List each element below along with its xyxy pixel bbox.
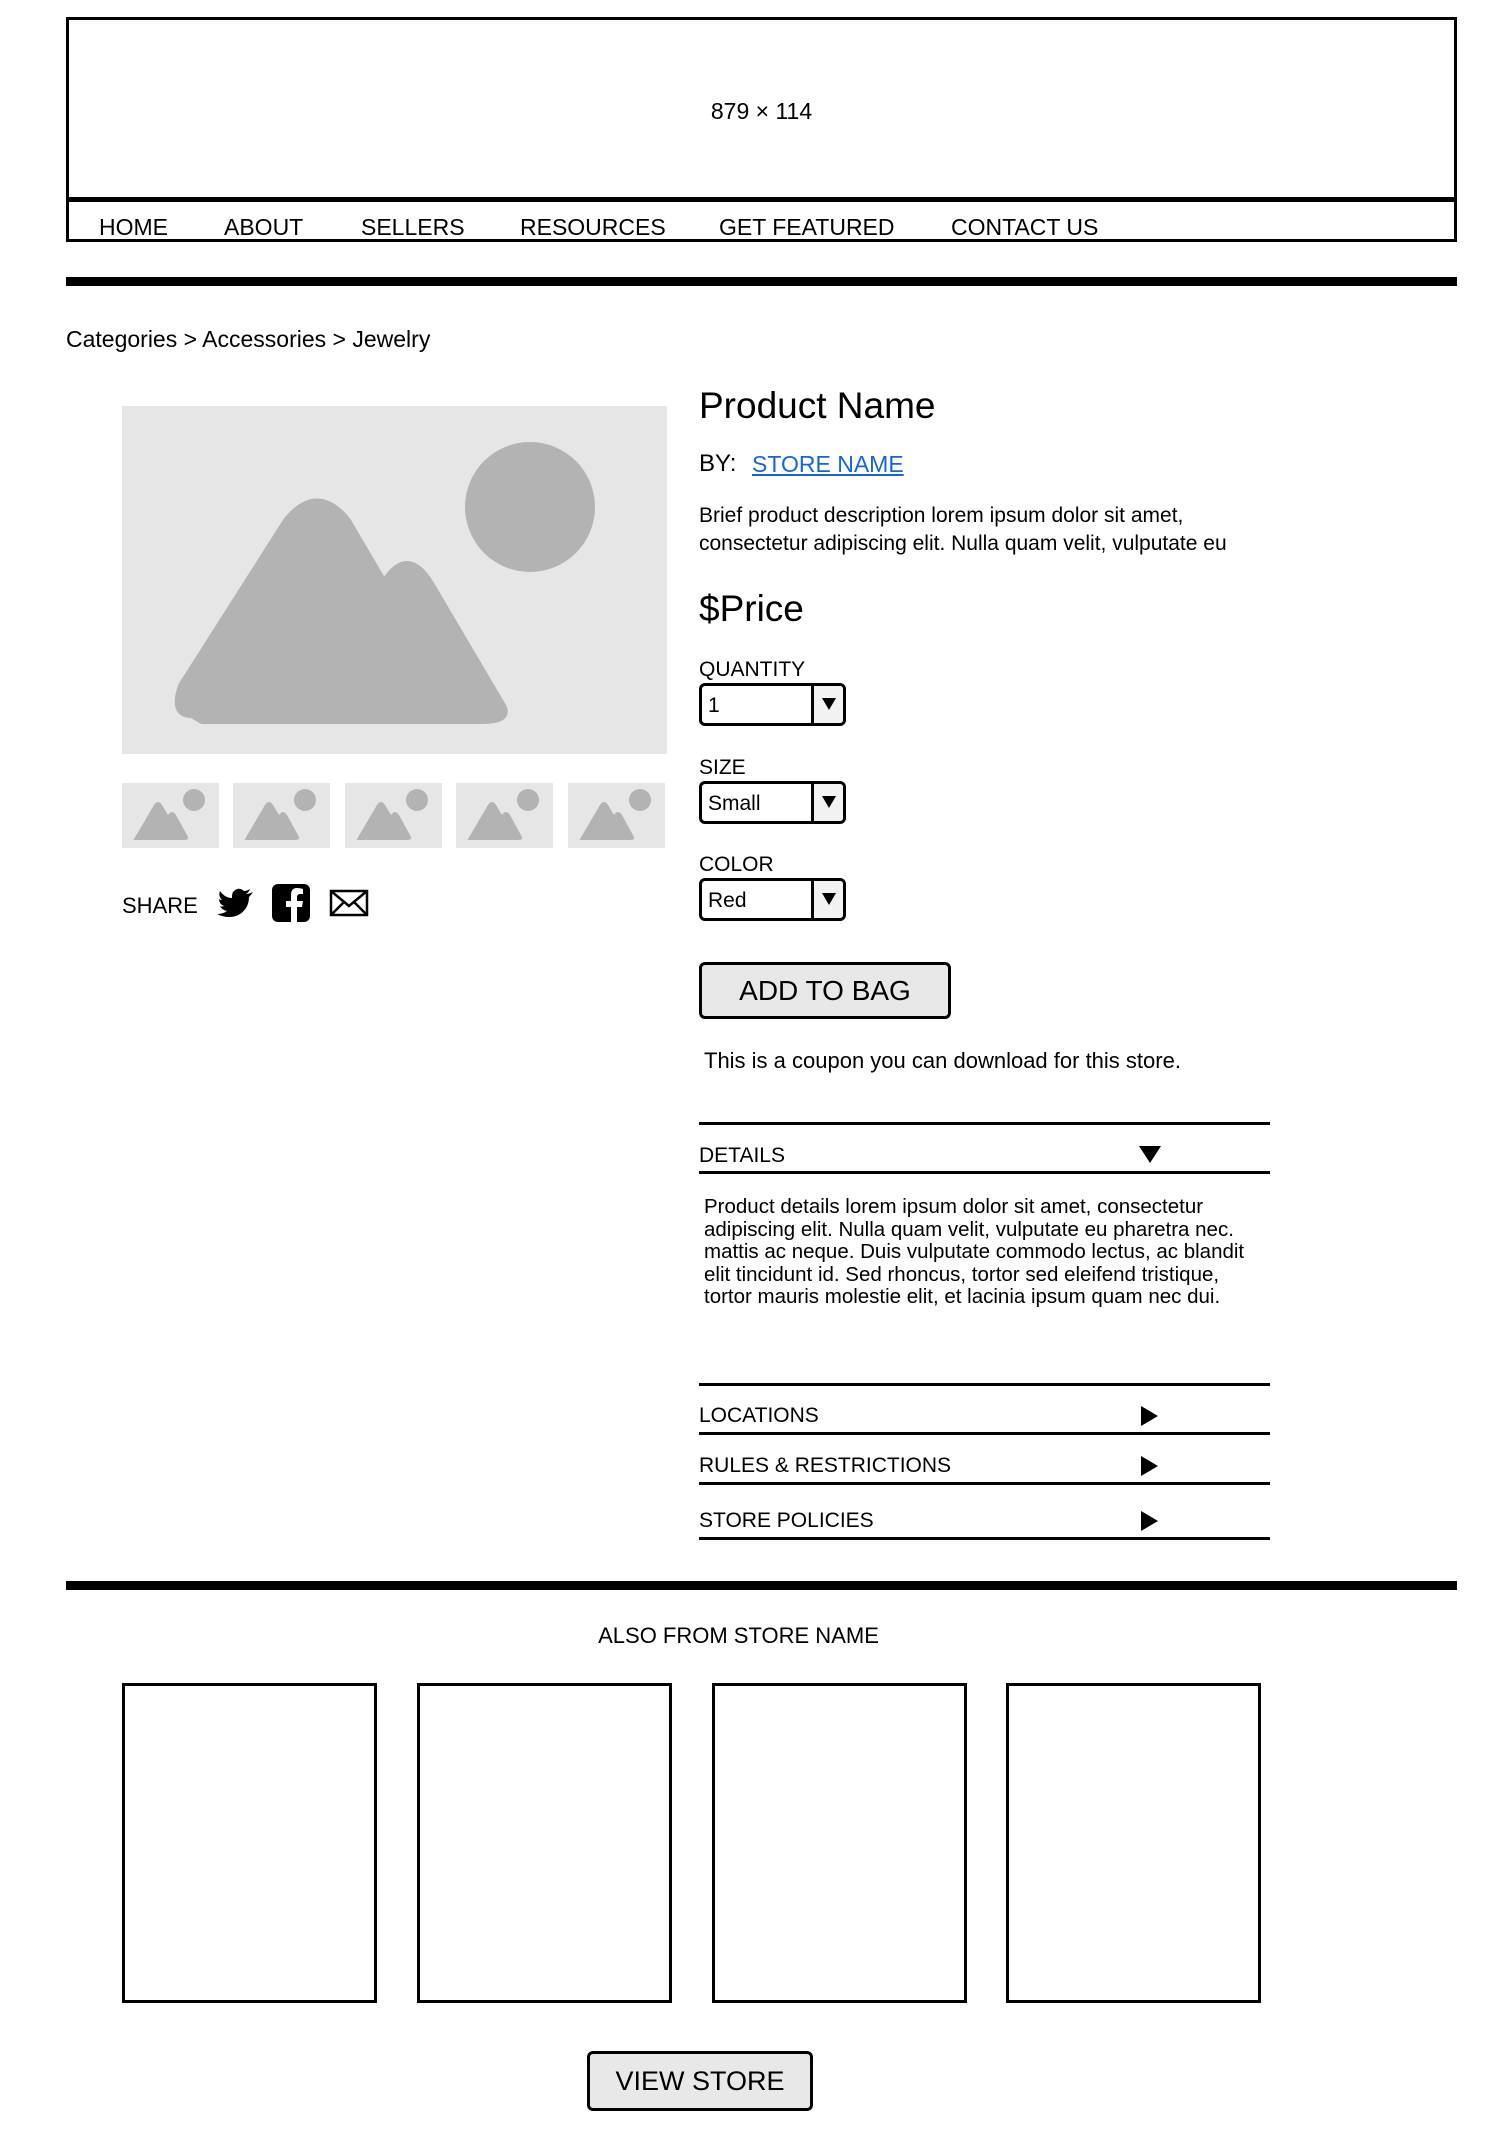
accordion-details[interactable] [699, 1124, 1270, 1174]
thumbnail[interactable] [122, 783, 219, 848]
triangle-right-icon [1141, 1456, 1158, 1476]
accordion-details-label: DETAILS [699, 1144, 785, 1167]
color-value: Red [708, 889, 747, 912]
triangle-down-icon [1139, 1146, 1161, 1163]
size-select[interactable] [699, 781, 846, 824]
product-description: Brief product description lorem ipsum dolor sit amet, consectetur adipiscing elit. Nulla quam velit, vulputate eu [699, 504, 1227, 555]
facebook-icon[interactable] [271, 883, 311, 923]
chevron-down-icon[interactable] [811, 881, 843, 918]
image-placeholder-icon [122, 406, 667, 754]
bottom-divider [66, 1581, 1457, 1590]
store-product-card[interactable] [1006, 1683, 1261, 2003]
divider [699, 1537, 1270, 1540]
by-label: BY: [699, 450, 737, 477]
divider [699, 1482, 1270, 1485]
also-from-heading: ALSO FROM STORE NAME [598, 1623, 879, 1648]
details-content: Product details lorem ipsum dolor sit amet, consectetur adipiscing elit. Nulla quam velit, vulputate eu pharetra nec. mattis ac neque. Duis vulputate commodo lectus, ac blandit elit tincidunt id. Sed rhoncus, tortor sed eleifend tristique, tortor mauris molestie elit, et lacinia ipsum quam nec dui. [704, 1195, 1245, 1308]
image-placeholder-icon [122, 783, 219, 848]
chevron-down-icon[interactable] [811, 686, 843, 723]
nav-item-resources[interactable]: RESOURCES [520, 214, 666, 240]
image-placeholder-icon [233, 783, 330, 848]
accordion-locations[interactable] [699, 1384, 1270, 1434]
product-title: Product Name [699, 385, 936, 426]
store-product-card[interactable] [122, 1683, 377, 2003]
header-banner [66, 17, 1457, 242]
accordion-store-policies[interactable] [699, 1489, 1270, 1539]
view-store-button[interactable]: VIEW STORE [587, 2051, 813, 2111]
thumbnail[interactable] [345, 783, 442, 848]
nav-item-sellers[interactable]: SELLERS [361, 214, 465, 240]
breadcrumb[interactable]: Categories > Accessories > Jewelry [66, 326, 431, 352]
nav-item-get-featured[interactable]: GET FEATURED [719, 214, 895, 240]
nav-item-about[interactable]: ABOUT [224, 214, 304, 240]
image-placeholder-icon [568, 783, 665, 848]
store-product-card[interactable] [417, 1683, 672, 2003]
nav-item-contact-us[interactable]: CONTACT US [951, 214, 1099, 240]
size-value: Small [708, 792, 761, 815]
product-price: $Price [699, 588, 804, 629]
accordion-locations-label: LOCATIONS [699, 1404, 819, 1427]
quantity-select[interactable] [699, 683, 846, 726]
accordion-policies-label: STORE POLICIES [699, 1509, 874, 1532]
size-label: SIZE [699, 756, 746, 779]
nav-item-home[interactable]: HOME [99, 214, 168, 240]
color-label: COLOR [699, 853, 774, 876]
color-select[interactable] [699, 878, 846, 921]
share-label: SHARE [122, 893, 198, 918]
store-product-card[interactable] [712, 1683, 967, 2003]
add-to-bag-button[interactable]: ADD TO BAG [699, 962, 951, 1019]
quantity-label: QUANTITY [699, 658, 806, 681]
chevron-down-icon[interactable] [811, 784, 843, 821]
banner-dimensions-label: 879 × 114 [710, 98, 813, 124]
coupon-text[interactable]: This is a coupon you can download for this store. [704, 1048, 1181, 1073]
quantity-value: 1 [708, 694, 720, 717]
image-placeholder-icon [456, 783, 553, 848]
triangle-right-icon [1141, 1406, 1158, 1426]
thumbnail[interactable] [568, 783, 665, 848]
divider [699, 1171, 1270, 1174]
accordion-rules-restrictions[interactable] [699, 1434, 1270, 1484]
top-divider [66, 277, 1457, 286]
accordion-rules-label: RULES & RESTRICTIONS [699, 1454, 952, 1477]
thumbnail[interactable] [456, 783, 553, 848]
triangle-right-icon [1141, 1511, 1158, 1531]
image-placeholder-icon [345, 783, 442, 848]
store-name-link[interactable]: STORE NAME [752, 451, 904, 477]
thumbnail[interactable] [233, 783, 330, 848]
twitter-icon[interactable] [216, 883, 256, 923]
main-product-image[interactable] [122, 406, 667, 754]
email-icon[interactable] [329, 883, 369, 923]
main-nav [69, 197, 1454, 239]
